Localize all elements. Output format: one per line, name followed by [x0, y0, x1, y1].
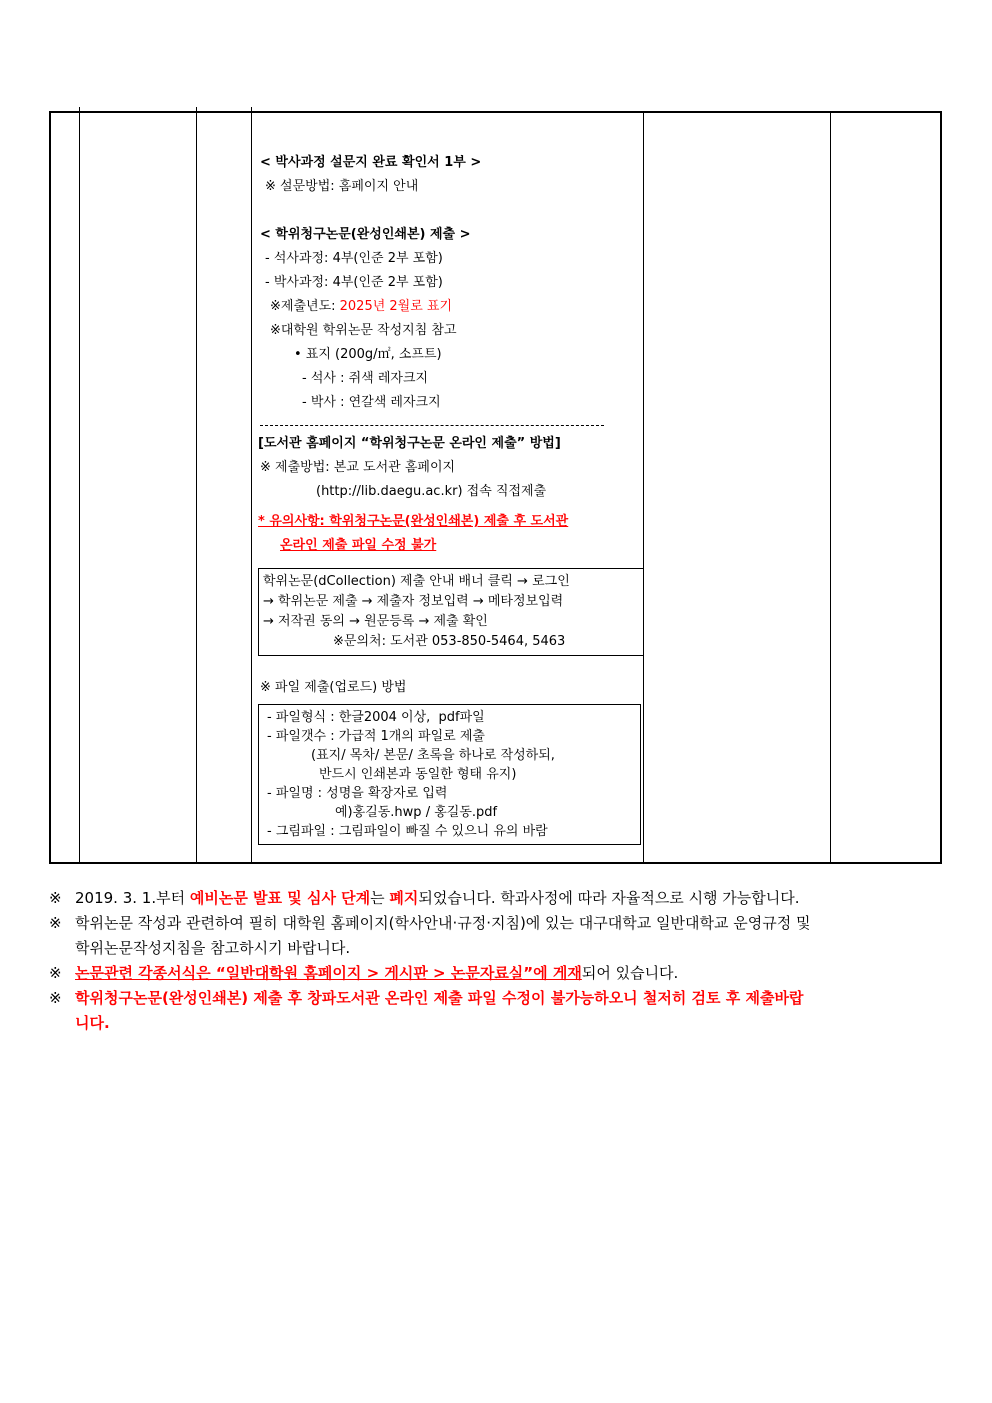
table-content-cell [252, 113, 643, 862]
footnotes [49, 886, 979, 1036]
footnote-text: 논문관련 각종서식은 “일반대학원 홈페이지 > 게시판 > 논문자료실”에 게재되어 있습니다. [75, 964, 679, 982]
footnote-text: 학위논문 작성과 관련하여 필히 대학원 홈페이지(학사안내·규정·지침)에 있는 대구대학교 일반대학교 운영규정 및 [75, 914, 811, 932]
master-copies-line: - 석사과정: 4부(인준 2부 포함) [265, 251, 443, 266]
dcollection-step-line: 학위논문(dCollection) 제출 안내 배너 클릭 → 로그인 [263, 574, 570, 589]
cover-doctor-line: - 박사 : 연갈색 레자크지 [302, 395, 441, 410]
schedule-table [49, 111, 942, 864]
file-count-line: - 파일갯수 : 가급적 1개의 파일로 제출 [267, 729, 485, 744]
guideline-line: ※대학원 학위논문 작성지침 참고 [270, 323, 457, 338]
dcollection-step-line: → 저작권 동의 → 원문등록 → 제출 확인 [263, 614, 488, 629]
footnote-abolished-review [49, 886, 979, 911]
file-name-line: - 파일명 : 성명을 확장자로 입력 [267, 786, 448, 801]
survey-method-line: ※ 설문방법: 홈페이지 안내 [265, 179, 419, 194]
file-name-example-line: 예)홍길동.hwp / 홍길동.pdf [335, 805, 498, 820]
thesis-submit-heading: < 학위청구논문(완성인쇄본) 제출 > [260, 227, 471, 242]
year-value: 2025년 2월로 표기 [339, 299, 453, 314]
file-count-note-line: (표지/ 목차/ 본문/ 초록을 하나로 작성하되, [311, 748, 555, 763]
submission-year-line [258, 295, 643, 319]
dcollection-procedure-box [258, 568, 643, 656]
library-url-line: (http://lib.daegu.ac.kr) 접속 직접제출 [316, 484, 547, 499]
footnote-no-file-edit [49, 986, 979, 1011]
library-contact-line: ※문의처: 도서관 053-850-5464, 5463 [333, 634, 566, 649]
footnote-text: 학위청구논문(완성인쇄본) 제출 후 창파도서관 온라인 제출 파일 수정이 불가능하오니 철저히 검토 후 제출바랍 [75, 989, 804, 1007]
library-online-heading: [도서관 홈페이지 “학위청구논문 온라인 제출” 방법] [258, 436, 561, 451]
table-column-border [643, 113, 644, 862]
year-label: ※제출년도: [270, 299, 340, 314]
reference-mark: ※ [49, 964, 62, 982]
doctor-copies-line: - 박사과정: 4부(인준 2부 포함) [265, 275, 443, 290]
footnote-no-file-edit-cont: 니다. [75, 1014, 110, 1032]
file-upload-rules-box [258, 704, 641, 845]
table-column-border [196, 113, 197, 862]
table-column-border [830, 113, 831, 862]
footnote-writing-guideline [49, 911, 979, 936]
caution-line-2: 온라인 제출 파일 수정 불가 [280, 538, 437, 553]
submit-method-line: ※ 제출방법: 본교 도서관 홈페이지 [260, 460, 456, 475]
footnote-writing-guideline-cont: 학위논문작성지침을 참고하시기 바랍니다. [75, 939, 351, 957]
file-count-note-line: 반드시 인쇄본과 동일한 형태 유지) [319, 767, 517, 782]
cover-master-line: - 석사 : 쥐색 레자크지 [302, 371, 429, 386]
reference-mark: ※ [49, 914, 62, 932]
upload-method-heading: ※ 파일 제출(업로드) 방법 [260, 680, 407, 695]
footnote-text: 2019. 3. 1.부터 예비논문 발표 및 심사 단계는 폐지되었습니다. 학과사정에 따라 자율적으로 시행 가능합니다. [75, 889, 800, 907]
reference-mark: ※ [49, 889, 62, 907]
survey-confirm-heading: < 박사과정 설문지 완료 확인서 1부 > [260, 155, 482, 170]
file-format-line: - 파일형식 : 한글2004 이상, pdf파일 [267, 710, 485, 725]
table-column-border [79, 113, 80, 862]
dashed-divider [260, 425, 604, 426]
dcollection-step-line: → 학위논문 제출 → 제출자 정보입력 → 메타정보입력 [263, 594, 564, 609]
cover-spec-line: • 표지 (200g/㎡, 소프트) [294, 347, 442, 362]
footnote-forms-location [49, 961, 979, 986]
image-file-line: - 그림파일 : 그림파일이 빠질 수 있으니 유의 바람 [267, 824, 548, 839]
reference-mark: ※ [49, 989, 62, 1007]
caution-line-1: * 유의사항: 학위청구논문(완성인쇄본) 제출 후 도서관 [258, 514, 569, 529]
